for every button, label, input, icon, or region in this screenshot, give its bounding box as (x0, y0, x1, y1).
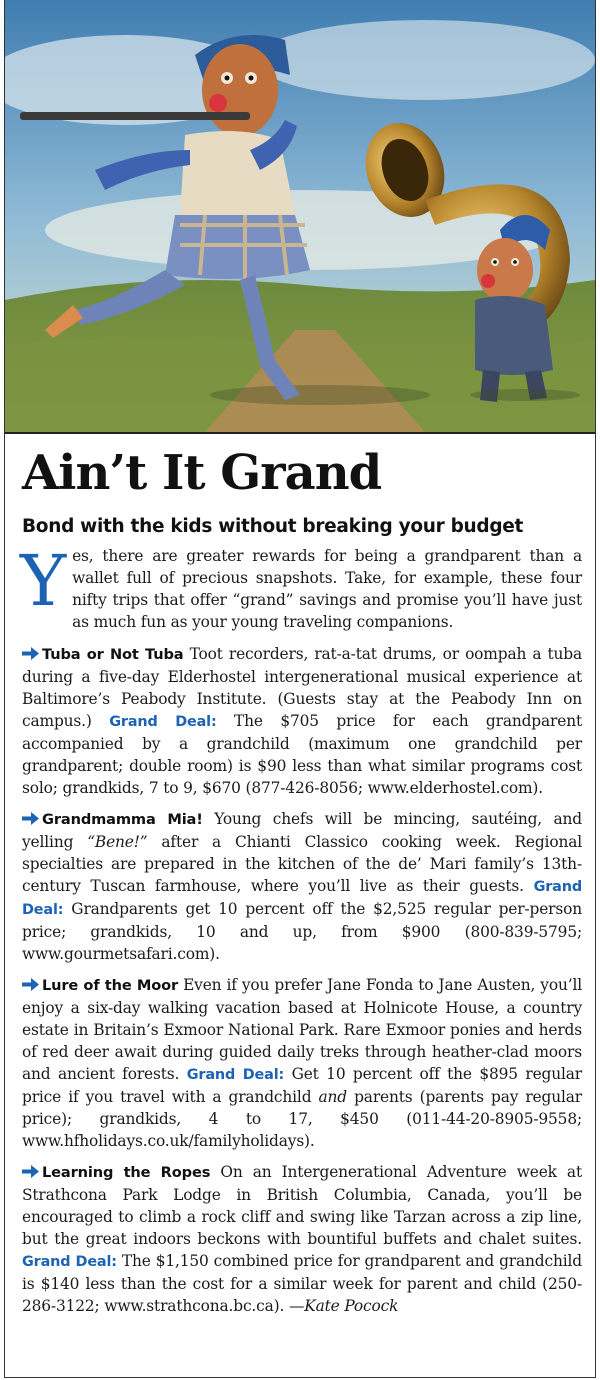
section-text: Toot recorders, rat-a-tat drums, or oompah a tuba during a five-day Elderhostel intergenerational musical experience at Baltimore’s Peabody Institute. (Guests stay at the Peabody Inn on campus.) (22, 645, 583, 730)
arrow-right-icon (22, 978, 39, 991)
section-ropes (22, 1161, 582, 1317)
deal-text: The $705 price for each grandparent accompanied by a grandchild (maximum one grandchild per grandparent; double room) is $90 less than what similar programs cost solo; grandkids, 7 to 9, $670 (877-426-8056; www.elderhostel.com). (22, 712, 582, 797)
grand-deal-label: Grand Deal: (22, 879, 582, 918)
section-tuba (22, 643, 582, 799)
intro-paragraph (20, 540, 582, 633)
arrow-right-icon (22, 1165, 39, 1178)
arrow-right-icon (22, 812, 39, 825)
deal-text-emphasis: and (318, 1088, 347, 1106)
deal-text: Grandparents get 10 percent off the $2,525 regular per-person price; grandkids, 10 and up, from $900 (800-839-5795; www.gourmetsafari.com). (22, 900, 582, 963)
photo-divider (5, 432, 595, 434)
section-text: Even if you prefer Jane Fonda to Jane Austen, you’ll enjoy a six-day walking vacation based at Holnicote House, a country estate in Britain’s Exmoor National Park. Rare Exmoor ponies and herds of red deer await during guided daily treks through heather-clad moors and ancient forests. (22, 976, 583, 1083)
section-text-emphasis: “Bene!” (87, 833, 148, 851)
section-title: Grandmamma Mia! (42, 811, 203, 828)
section-grandmamma (22, 808, 582, 965)
grand-deal-label: Grand Deal: (109, 714, 217, 730)
section-title: Tuba or Not Tuba (42, 646, 184, 663)
byline: —Kate Pocock (289, 1297, 399, 1315)
article-body (20, 540, 583, 1326)
article-subtitle: Bond with the kids without breaking your budget (22, 516, 524, 537)
puppet-musicians-illustration (5, 0, 595, 432)
grand-deal-label: Grand Deal: (22, 1254, 117, 1270)
section-text: Young chefs will be mincing, sautéing, and yelling (22, 810, 582, 851)
section-title: Lure of the Moor (42, 977, 179, 994)
hero-photo (5, 0, 595, 432)
arrow-right-icon (22, 647, 39, 660)
deal-text: parents (parents pay regular price); grandkids, 4 to 17, $450 (011-44-20-8905-9558; www.hfholidays.co.uk/familyholidays). (22, 1088, 582, 1150)
deal-text: Get 10 percent off the $895 regular price if you travel with a grandchild (22, 1065, 582, 1106)
section-title: Learning the Ropes (42, 1164, 211, 1181)
intro-text: es, there are greater rewards for being a grandparent than a wallet full of precious snapshots. Take, for example, these four nifty trips that offer “grand” savings and promise you’ll have just as much fun as your young traveling companions. (72, 547, 582, 631)
deal-text: The $1,150 combined price for grandparent and grandchild is $140 less than the cost for a similar week for parent and child (250-286-3122; www.strathcona.bc.ca). (22, 1252, 582, 1315)
section-moor (22, 974, 582, 1152)
drop-cap: Y (20, 540, 67, 622)
section-text: after a Chianti Classico cooking week. Regional specialties are prepared in the kitchen of the de’ Mari family’s 13th-century Tuscan farmhouse, where you’ll live as their guests. (22, 833, 583, 895)
grand-deal-label: Grand Deal: (186, 1067, 285, 1083)
article-title: Ain’t It Grand (22, 445, 382, 501)
section-text: On an Intergenerational Adventure week at Strathcona Park Lodge in British Columbia, Canada, you’ll be encouraged to climb a rock cliff and swing like Tarzan across a zip line, but the great indoors beckons with bountiful buffets and chalet suites. (22, 1163, 582, 1248)
